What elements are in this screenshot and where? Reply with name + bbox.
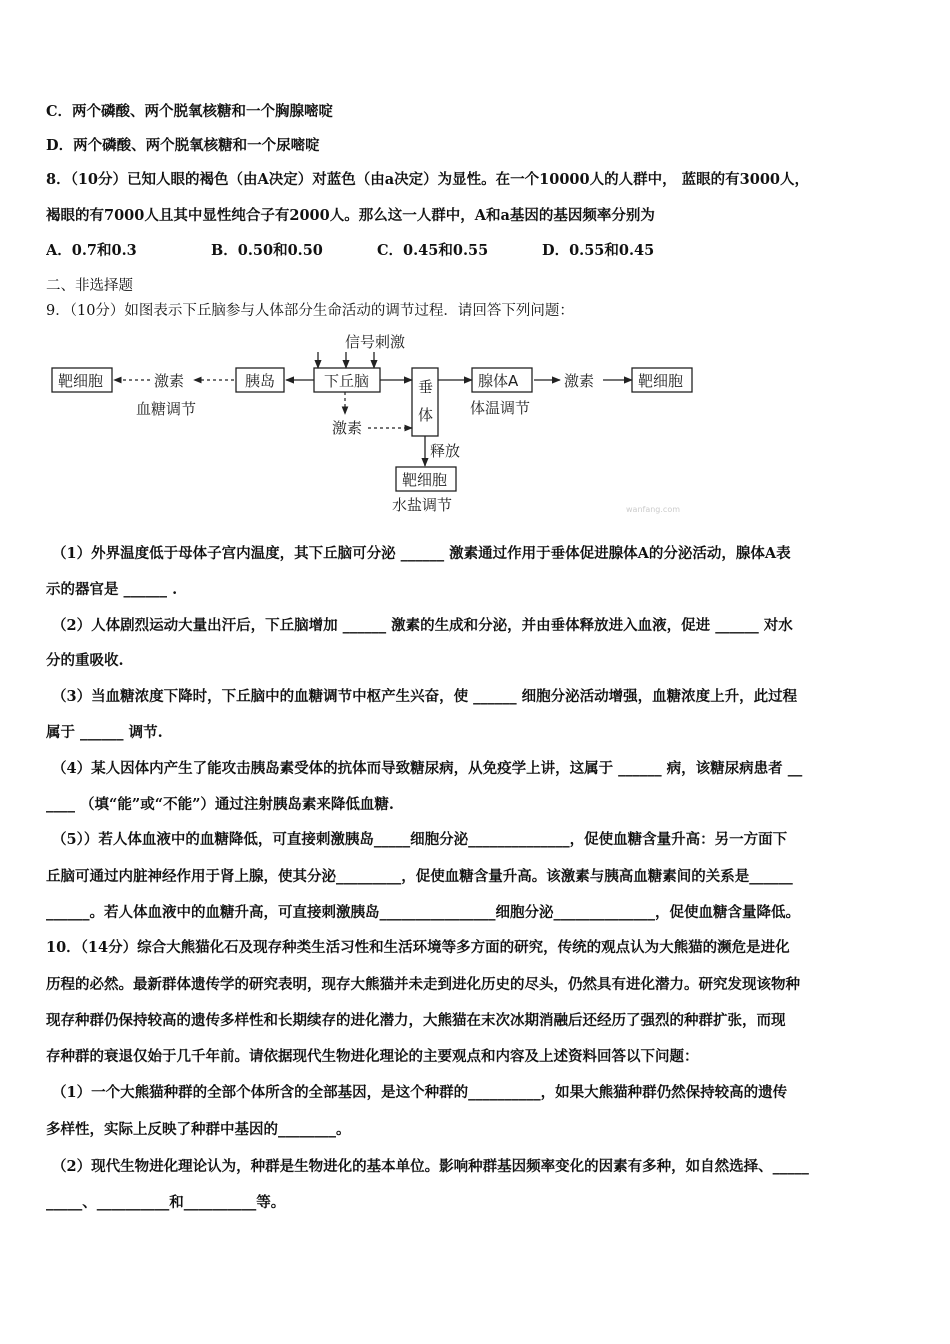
- hormone-right: 激素: [564, 372, 595, 390]
- target-cell-left: 靶细胞: [58, 372, 104, 390]
- q8-options: [46, 241, 908, 261]
- q8-stem-line-2: 褐眼的有7000人且其中显性纯合子有2000人。那么这一人群中，A和a基因的基因频率分别为: [46, 207, 655, 224]
- q8-option-b: B．0.50和0.50: [211, 242, 323, 259]
- q9-stem: 9．（10分）如图表示下丘脑参与人体部分生命活动的调节过程．请回答下列问题：: [46, 303, 574, 319]
- q10-part1-line-1: （1）一个大熊猫种群的全部个体所含的全部基因，是这个种群的__________，如果大熊猫种群仍然保持较高的遗传: [52, 1084, 788, 1101]
- hormone-left: 激素: [154, 372, 185, 390]
- watermark: wanfang.com: [626, 505, 681, 514]
- water-salt-regulation-label: 水盐调节: [392, 496, 453, 514]
- q9-part5-line-2: 丘脑可通过内脏神经作用于肾上腺，使其分泌_________，促使血糖含量升高。该激素与胰高血糖素间的关系是______: [46, 868, 793, 885]
- release-label: 释放: [430, 442, 461, 460]
- q8-stem-line-1: 8．（10分）已知人眼的褐色（由A决定）对蓝色（由a决定）为显性。在一个10000人的人群中， 蓝眼的有3000人，: [46, 171, 810, 188]
- q7-option-c: C．两个磷酸、两个脱氧核糖和一个胸腺嘧啶: [46, 103, 334, 120]
- q9-part2-line-1: （2）人体剧烈运动大量出汗后，下丘脑增加 ______ 激素的生成和分泌，并由垂体释放进入血液，促进 ______ 对水: [52, 617, 793, 634]
- pituitary-bottom: 体: [418, 406, 434, 424]
- q10-stem-line-2: 历程的必然。最新群体遗传学的研究表明，现存大熊猫并未走到进化历史的尽头，仍然具有进化潜力。研究发现该物种: [46, 976, 800, 993]
- q9-part5-line-3: ______。若人体血液中的血糖升高，可直接刺激胰岛________________细胞分泌______________，促使血糖含量降低。: [46, 904, 800, 921]
- section-title: 二、非选择题: [46, 278, 133, 294]
- q9-part1-line-1: （1）外界温度低于母体子宫内温度，其下丘脑可分泌 ______ 激素通过作用于垂体促进腺体A的分泌活动，腺体A表: [52, 545, 791, 562]
- q10-stem-line-1: 10．（14分）综合大熊猫化石及现存种类生活习性和生活环境等多方面的研究，传统的观点认为大熊猫的濒危是进化: [46, 939, 790, 956]
- hypothalamus: 下丘脑: [324, 372, 370, 390]
- q10-part2-line-1: （2）现代生物进化理论认为，种群是生物进化的基本单位。影响种群基因频率变化的因素有多种，如自然选择、_____: [52, 1158, 809, 1175]
- q10-part2-line-2: _____、__________和__________等。: [46, 1194, 286, 1211]
- q10-part1-line-2: 多样性，实际上反映了种群中基因的________。: [46, 1121, 351, 1138]
- temperature-regulation-label: 体温调节: [470, 399, 531, 417]
- q10-stem-line-4: 存种群的衰退仅始于几千年前。请依据现代生物进化理论的主要观点和内容及上述资料回答以下问题：: [46, 1048, 699, 1065]
- q9-part4-line-2: ____ （填“能”或“不能”）通过注射胰岛素来降低血糖.: [46, 796, 394, 813]
- hormone-bottom: 激素: [332, 419, 363, 437]
- q10-stem-line-3: 现存种群仍保持较高的遗传多样性和长期续存的进化潜力，大熊猫在末次冰期消融后还经历了强烈的种群扩张，而现: [46, 1012, 786, 1029]
- target-cell-bottom: 靶细胞: [402, 471, 448, 489]
- target-cell-right: 靶细胞: [638, 372, 684, 390]
- blood-sugar-regulation-label: 血糖调节: [136, 400, 197, 418]
- gland-a: 腺体A: [478, 372, 519, 390]
- q7-option-d: D．两个磷酸、两个脱氧核糖和一个尿嘧啶: [46, 137, 320, 154]
- pancreas: 胰岛: [245, 372, 276, 390]
- regulation-diagram: [46, 328, 726, 518]
- q8-option-c: C．0.45和0.55: [377, 242, 489, 259]
- q9-part3-line-1: （3）当血糖浓度下降时，下丘脑中的血糖调节中枢产生兴奋，使 ______ 细胞分泌活动增强，血糖浓度上升，此过程: [52, 688, 798, 705]
- q8-option-d: D．0.55和0.45: [542, 242, 655, 259]
- q8-option-a: A．0.7和0.3: [46, 242, 137, 259]
- signal-stimulus-label: 信号刺激: [345, 333, 406, 351]
- q9-part3-line-2: 属于 ______ 调节.: [46, 724, 163, 741]
- q9-part5-line-1: （5））若人体血液中的血糖降低，可直接刺激胰岛_____细胞分泌______________，促使血糖含量升高：另一方面下: [52, 831, 788, 848]
- pituitary-top: 垂: [418, 378, 434, 396]
- q9-part4-line-1: （4）某人因体内产生了能攻击胰岛素受体的抗体而导致糖尿病，从免疫学上讲，这属于 ______ 病，该糖尿病患者 __: [52, 760, 803, 777]
- q9-part2-line-2: 分的重吸收.: [46, 652, 124, 669]
- q9-part1-line-2: 示的器官是 ______ .: [46, 581, 178, 598]
